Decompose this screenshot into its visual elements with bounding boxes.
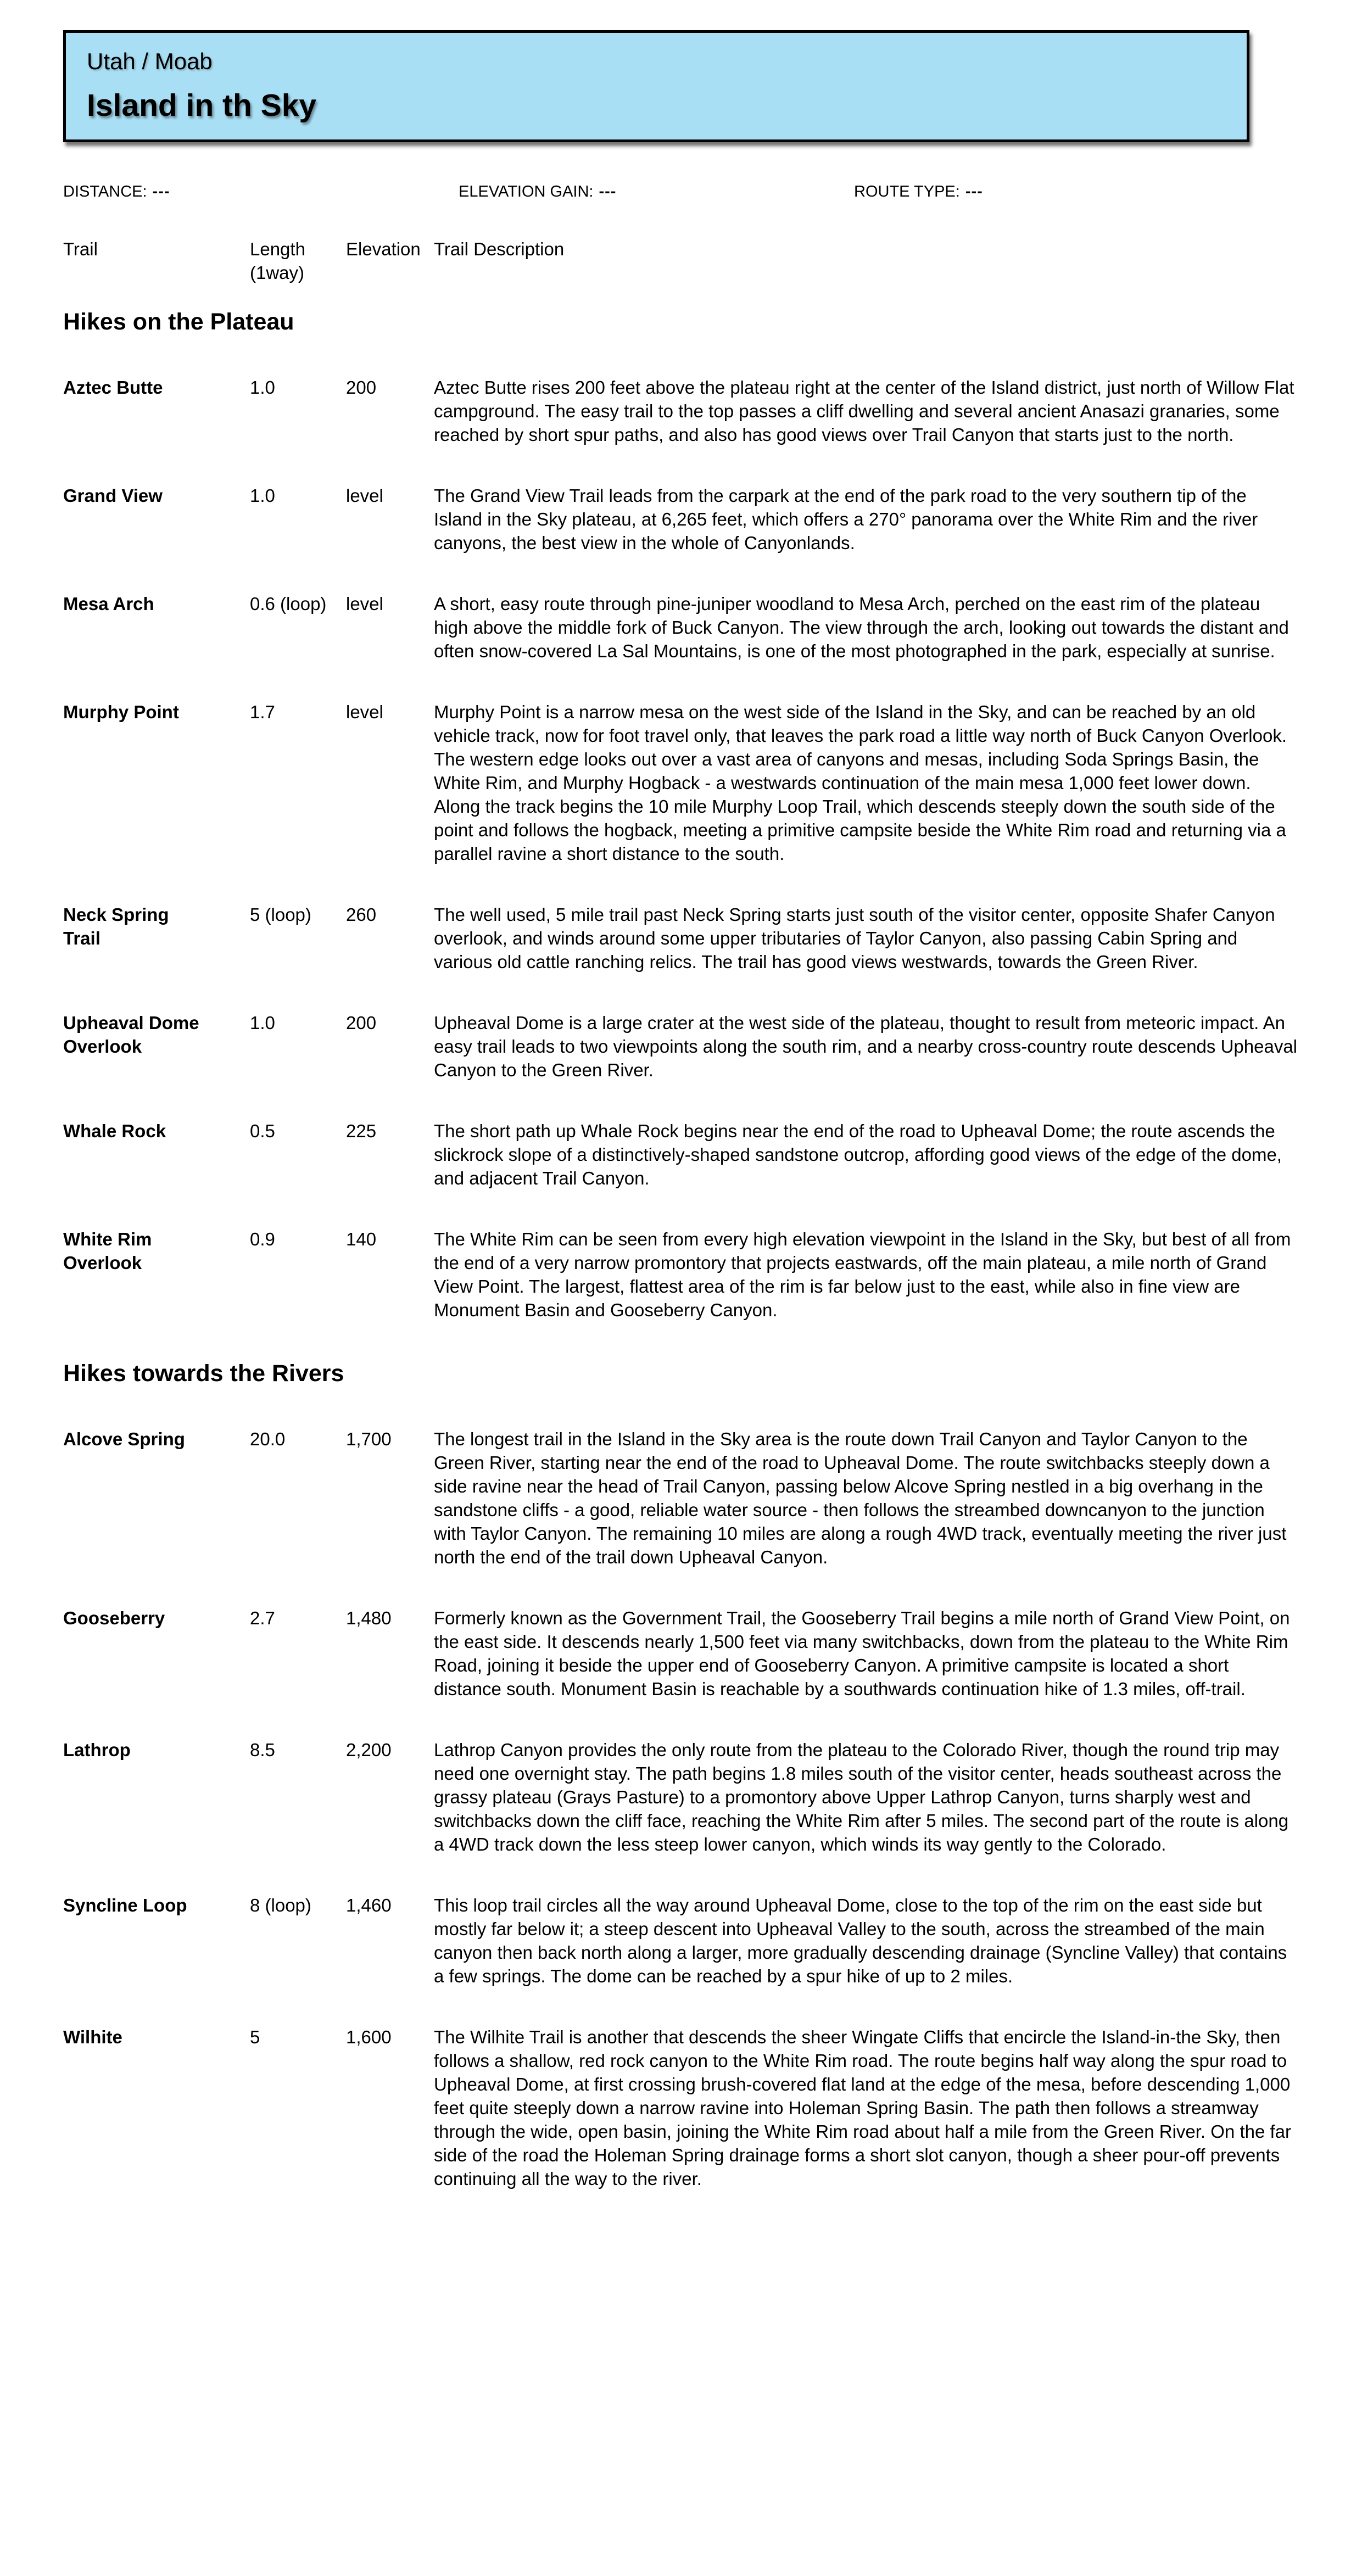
trail-length: 8.5	[250, 1740, 275, 1760]
table-row	[63, 1427, 1299, 1569]
trail-name: Whale Rock	[63, 1121, 166, 1141]
table-row	[63, 1119, 1299, 1190]
column-header-length-line1: Length	[250, 239, 305, 259]
trail-length: 1.0	[250, 1013, 275, 1033]
trail-length: 1.7	[250, 702, 275, 722]
trail-description: Aztec Butte rises 200 feet above the plateau right at the center of the Island district, just north of Willow Flat campground. The easy trail to the top passes a cliff dwelling and several ancient Anasazi granaries, some reached by short spur paths, and also has good views over Trail Canyon that starts just to the north.	[434, 377, 1294, 445]
trail-length: 5	[250, 2027, 260, 2047]
elevation-gain-value: ---	[599, 183, 617, 200]
trail-length: 8 (loop)	[250, 1895, 311, 1915]
trail-name: Grand View	[63, 485, 163, 506]
column-header-trail: Trail	[63, 239, 98, 259]
table-row	[63, 2025, 1299, 2191]
trail-description: The short path up Whale Rock begins near the end of the road to Upheaval Dome; the route ascends the slickrock slope of a distinctively-shaped sandstone outcrop, affording good views of the edge of the dome, and adjacent Trail Canyon.	[434, 1121, 1282, 1188]
meta-elevation-gain	[459, 183, 854, 201]
table-row	[63, 484, 1299, 555]
meta-route-type	[854, 183, 983, 201]
route-type-label: ROUTE TYPE:	[854, 183, 960, 200]
column-header-length	[250, 237, 346, 284]
trail-description: A short, easy route through pine-juniper woodland to Mesa Arch, perched on the east rim of the plateau high above the middle fork of Buck Canyon. The view through the arch, looking out towards the distant and often snow-covered La Sal Mountains, is one of the most photographed in the park, especially at sunrise.	[434, 594, 1289, 661]
column-header-length-line2: (1way)	[250, 262, 305, 283]
table-row	[63, 700, 1299, 865]
trail-name: Wilhite	[63, 2027, 122, 2047]
meta-distance	[63, 183, 459, 201]
trail-description: Murphy Point is a narrow mesa on the west side of the Island in the Sky, and can be reached by an old vehicle track, now for foot travel only, that leaves the park road a little way north of Buck Canyon Overlook. The western edge looks out over a vast area of canyons and mesas, including Soda Springs Basin, the White Rim, and Murphy Hogback - a westwards continuation of the main mesa 1,000 feet lower down. Along the track begins the 10 mile Murphy Loop Trail, which descends steeply down the south side of the point and follows the hogback, meeting a primitive campsite beside the White Rim road and returning via a parallel ravine a short distance to the south.	[434, 702, 1287, 864]
table-row	[63, 1606, 1299, 1701]
column-header-elevation: Elevation	[346, 239, 421, 259]
trail-elevation: 140	[346, 1229, 377, 1249]
section-heading-rivers: Hikes towards the Rivers	[63, 1360, 344, 1387]
trail-description: The White Rim can be seen from every high elevation viewpoint in the Island in the Sky, but best of all from the end of a very narrow promontory that projects eastwards, off the main plateau, a mile north of Grand View Point. The largest, flattest area of the rim is far below just to the east, while also in fine view are Monument Basin and Gooseberry Canyon.	[434, 1229, 1291, 1320]
trail-description: This loop trail circles all the way around Upheaval Dome, close to the top of the rim on the east side but mostly far below it; a steep descent into Upheaval Valley to the south, across the streambed of the main canyon then back north along a larger, more gradually descending drainage (Syncline Valley) that contains a few springs. The dome can be reached by a spur hike of up to 2 miles.	[434, 1895, 1287, 1986]
trail-description: The well used, 5 mile trail past Neck Spring starts just south of the visitor center, opposite Shafer Canyon overlook, and winds around some upper tributaries of Taylor Canyon, also passing Cabin Spring and various old cattle ranching relics. The trail has good views westwards, towards the Green River.	[434, 904, 1275, 972]
trail-length: 0.5	[250, 1121, 275, 1141]
table-row	[63, 1893, 1299, 1988]
trail-length: 1.0	[250, 485, 275, 506]
route-type-value: ---	[965, 183, 983, 200]
trail-length: 20.0	[250, 1429, 286, 1449]
trail-name: White Rim Overlook	[63, 1229, 152, 1273]
trail-name: Neck Spring Trail	[63, 904, 169, 948]
trail-name: Alcove Spring	[63, 1429, 185, 1449]
trail-name: Murphy Point	[63, 702, 179, 722]
trail-elevation: 1,600	[346, 2027, 392, 2047]
trail-elevation: level	[346, 702, 383, 722]
trail-description: The Grand View Trail leads from the carpark at the end of the park road to the very southern tip of the Island in the Sky plateau, at 6,265 feet, which offers a 270° panorama over the White Rim and the river canyons, the best view in the whole of Canyonlands.	[434, 485, 1258, 553]
trail-length: 1.0	[250, 377, 275, 398]
trail-name: Syncline Loop	[63, 1895, 187, 1915]
trail-description: Formerly known as the Government Trail, the Gooseberry Trail begins a mile north of Grand View Point, on the east side. It descends nearly 1,500 feet via many switchbacks, down from the plateau to the White Rim Road, joining it beside the upper end of Gooseberry Canyon. A primitive campsite is located a short distance south. Monument Basin is reachable by a southwards continuation hike of 1.3 miles, off-trail.	[434, 1608, 1290, 1699]
meta-row	[63, 183, 1299, 201]
distance-value: ---	[152, 183, 170, 200]
trail-description: The longest trail in the Island in the Sky area is the route down Trail Canyon and Taylor Canyon to the Green River, starting near the end of the road to Upheaval Dome. The route switchbacks steeply down a side ravine near the head of Trail Canyon, passing below Alcove Spring nestled in a big overhang in the sandstone cliffs - a good, reliable water source - then follows the streambed downcanyon to the junction with Taylor Canyon. The remaining 10 miles are along a rough 4WD track, eventually meeting the river just north the end of the trail down Upheaval Canyon.	[434, 1429, 1287, 1567]
table-row	[63, 1227, 1299, 1322]
page-title: Island in th Sky	[87, 88, 317, 123]
trail-description: The Wilhite Trail is another that descends the sheer Wingate Cliffs that encircle the Island-in-the Sky, then follows a shallow, red rock canyon to the White Rim road. The route begins half way along the spur road to Upheaval Dome, at first crossing brush-covered flat land at the edge of the mesa, before descending 1,000 feet quite steeply down a narrow ravine into Holeman Spring Basin. The path then follows a streamway through the wide, open basin, joining the White Rim road about half a mile from the Green River. On the far side of the road the Holeman Spring drainage forms a short slot canyon, though a sheer pour-off prevents continuing all the way to the river.	[434, 2027, 1292, 2189]
trail-elevation: level	[346, 594, 383, 614]
elevation-gain-label: ELEVATION GAIN:	[459, 183, 594, 200]
table-row	[63, 592, 1299, 663]
trail-length: 2.7	[250, 1608, 275, 1628]
table-row	[63, 903, 1299, 974]
trail-elevation: 1,460	[346, 1895, 392, 1915]
trail-description: Lathrop Canyon provides the only route from the plateau to the Colorado River, though the round trip may need one overnight stay. The path begins 1.8 miles south of the visitor center, heads southeast across the grassy plateau (Grays Pasture) to a promontory above Upper Lathrop Canyon, turns sharply west and switchbacks down the cliff face, reaching the White Rim after 5 miles. The second part of the route is along a 4WD track down the less steep lower canyon, which winds its way gently to the Colorado.	[434, 1740, 1289, 1854]
trail-description: Upheaval Dome is a large crater at the west side of the plateau, thought to result from meteoric impact. An easy trail leads to two viewpoints along the south rim, and a nearby cross-country route descends Upheaval Canyon to the Green River.	[434, 1013, 1298, 1080]
trail-name: Lathrop	[63, 1740, 131, 1760]
table-row	[63, 376, 1299, 446]
table-header-row	[63, 237, 1299, 284]
trail-length: 5 (loop)	[250, 904, 311, 925]
trail-elevation: 260	[346, 904, 377, 925]
trail-name: Aztec Butte	[63, 377, 163, 398]
distance-label: DISTANCE:	[63, 183, 147, 200]
header-box	[63, 30, 1249, 142]
trail-elevation: 1,700	[346, 1429, 392, 1449]
trail-length: 0.6 (loop)	[250, 594, 327, 614]
column-header-description: Trail Description	[434, 239, 565, 259]
trail-elevation: level	[346, 485, 383, 506]
trail-name: Gooseberry	[63, 1608, 165, 1628]
trail-name: Upheaval Dome Overlook	[63, 1013, 199, 1057]
trail-elevation: 225	[346, 1121, 377, 1141]
trail-elevation: 200	[346, 1013, 377, 1033]
breadcrumb: Utah / Moab	[87, 48, 213, 74]
trail-length: 0.9	[250, 1229, 275, 1249]
trail-elevation: 2,200	[346, 1740, 392, 1760]
trail-name: Mesa Arch	[63, 594, 154, 614]
table-row	[63, 1011, 1299, 1082]
section-heading-plateau: Hikes on the Plateau	[63, 309, 294, 335]
table-row	[63, 1738, 1299, 1856]
trail-elevation: 200	[346, 377, 377, 398]
trail-elevation: 1,480	[346, 1608, 392, 1628]
